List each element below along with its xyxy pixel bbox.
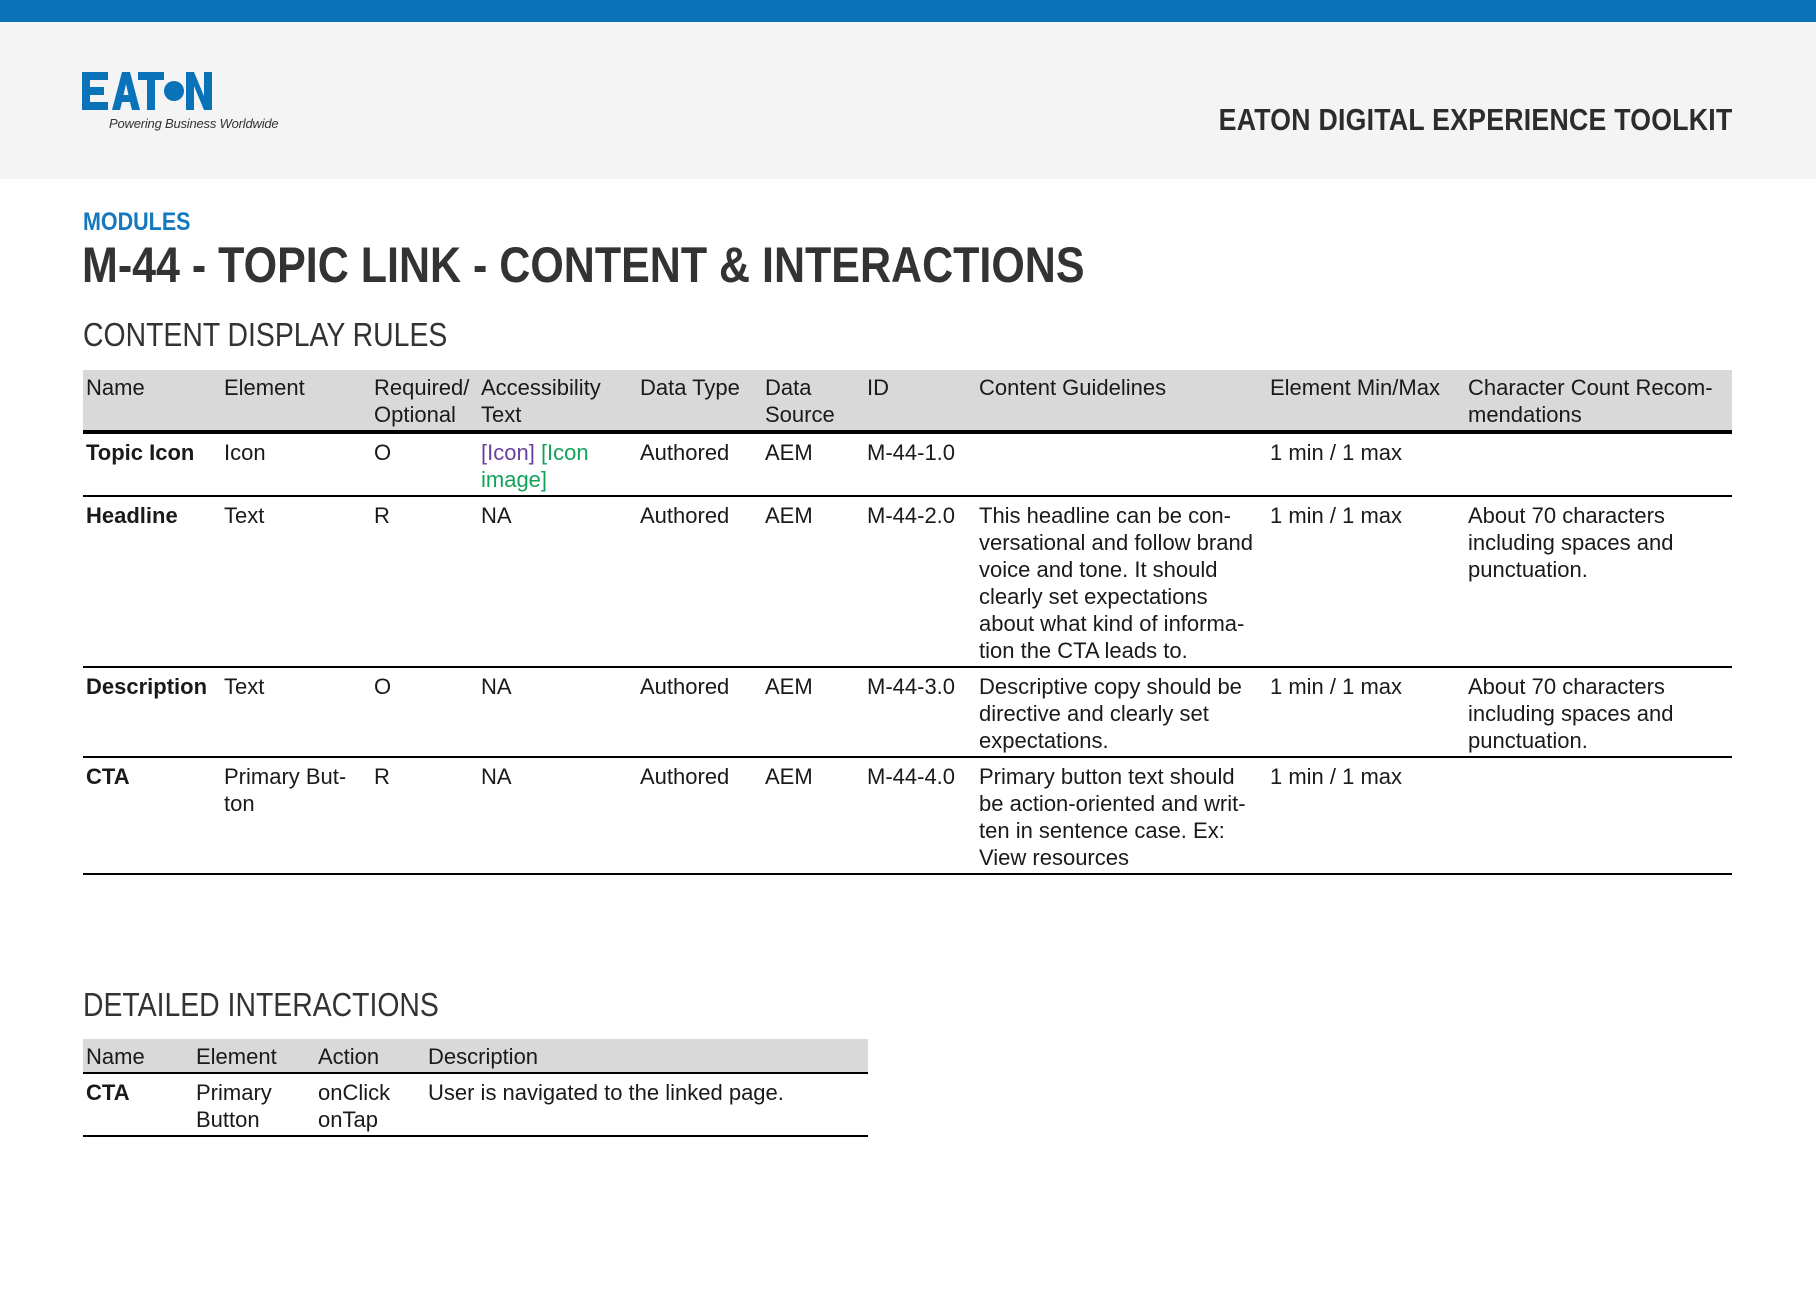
col-header-id: ID (867, 375, 889, 400)
row-guidelines: Primary button text should be action-oriented and writ-ten in sentence case. Ex: View resources (979, 764, 1246, 870)
row-char-count: About 70 characters including spaces and punctuation. (1468, 503, 1674, 582)
table-header-row (83, 370, 1732, 432)
row-char-count (1465, 757, 1732, 874)
col-header-action: Action (318, 1044, 380, 1069)
row-required: O (374, 674, 392, 699)
table-header-row (83, 1039, 868, 1073)
toolkit-title: EATON DIGITAL EXPERIENCE TOOLKIT (1219, 102, 1733, 137)
accessibility-tag-icon: [Icon] (481, 440, 535, 465)
row-required: O (374, 440, 392, 465)
action-click: onClick (318, 1080, 391, 1105)
row-required: R (374, 503, 390, 528)
accessibility-tag-icon-image: [Icon image] (481, 440, 589, 492)
row-min-max: 1 min / 1 max (1270, 503, 1403, 528)
row-accessibility: NA (481, 503, 512, 528)
row-data-type: Authored (640, 674, 730, 699)
page-header (0, 22, 1816, 179)
col-header-element: Element (224, 375, 305, 400)
col-header-guidelines: Content Guidelines (979, 375, 1167, 400)
table-row (83, 496, 1732, 667)
row-data-source: AEM (765, 764, 813, 789)
row-accessibility: NA (481, 674, 512, 699)
row-description: User is navigated to the linked page. (428, 1080, 784, 1105)
row-name: CTA (86, 764, 130, 789)
page-title: M-44 - TOPIC LINK - CONTENT & INTERACTIONS (82, 237, 1085, 293)
row-char-count: About 70 characters including spaces and punctuation. (1468, 674, 1674, 753)
action-tap: onTap (318, 1107, 378, 1132)
row-name: CTA (86, 1080, 130, 1105)
section-kicker: MODULES (83, 208, 191, 236)
col-header-name: Name (86, 1044, 145, 1069)
row-name: Topic Icon (86, 440, 195, 465)
detailed-interactions-title: DETAILED INTERACTIONS (83, 986, 439, 1023)
col-header-min-max: Element Min/Max (1270, 375, 1440, 400)
row-action (315, 1073, 425, 1136)
table-row (83, 1073, 868, 1136)
row-data-source: AEM (765, 674, 813, 699)
row-data-type: Authored (640, 440, 730, 465)
table-row (83, 432, 1732, 496)
col-header-accessibility: Accessibility Text (481, 375, 601, 427)
row-id: M-44-4.0 (867, 764, 956, 789)
col-header-required: Required/ Optional (374, 375, 470, 427)
table-row (83, 667, 1732, 757)
row-id: M-44-2.0 (867, 503, 956, 528)
col-header-name: Name (86, 375, 145, 400)
detailed-interactions-table (83, 1039, 868, 1137)
col-header-char-count: Character Count Recom-mendations (1468, 375, 1713, 427)
logo-tagline: Powering Business Worldwide (109, 116, 279, 131)
row-data-type: Authored (640, 503, 730, 528)
eaton-logo (82, 70, 282, 160)
row-required: R (374, 764, 390, 789)
row-guidelines: This headline can be con-versational and follow brand voice and tone. It should clearly set expectations about what kind of informa-tion the CTA leads to. (979, 503, 1253, 663)
row-accessibility (478, 432, 637, 496)
row-name: Headline (86, 503, 178, 528)
row-id: M-44-1.0 (867, 440, 956, 465)
row-element: Icon (224, 440, 266, 465)
row-guidelines: Descriptive copy should be directive and clearly set expectations. (979, 674, 1242, 753)
row-element: Text (224, 503, 265, 528)
content-display-rules-title: CONTENT DISPLAY RULES (83, 316, 448, 353)
row-element: Primary But-ton (224, 764, 347, 816)
row-data-source: AEM (765, 503, 813, 528)
row-min-max: 1 min / 1 max (1270, 764, 1403, 789)
row-element: Primary Button (196, 1080, 272, 1132)
eaton-logo-mark (82, 70, 212, 114)
row-min-max: 1 min / 1 max (1270, 440, 1403, 465)
row-name: Description (86, 674, 208, 699)
col-header-data-source: Data Source (765, 375, 835, 427)
col-header-description: Description (428, 1044, 539, 1069)
row-data-type: Authored (640, 764, 730, 789)
row-char-count (1465, 432, 1732, 496)
row-min-max: 1 min / 1 max (1270, 674, 1403, 699)
col-header-data-type: Data Type (640, 375, 740, 400)
top-accent-bar (0, 0, 1816, 22)
table-row (83, 757, 1732, 874)
col-header-element: Element (196, 1044, 277, 1069)
row-data-source: AEM (765, 440, 813, 465)
row-accessibility: NA (481, 764, 512, 789)
row-element: Text (224, 674, 265, 699)
content-display-rules-table (83, 370, 1732, 875)
row-guidelines (976, 432, 1267, 496)
row-id: M-44-3.0 (867, 674, 956, 699)
